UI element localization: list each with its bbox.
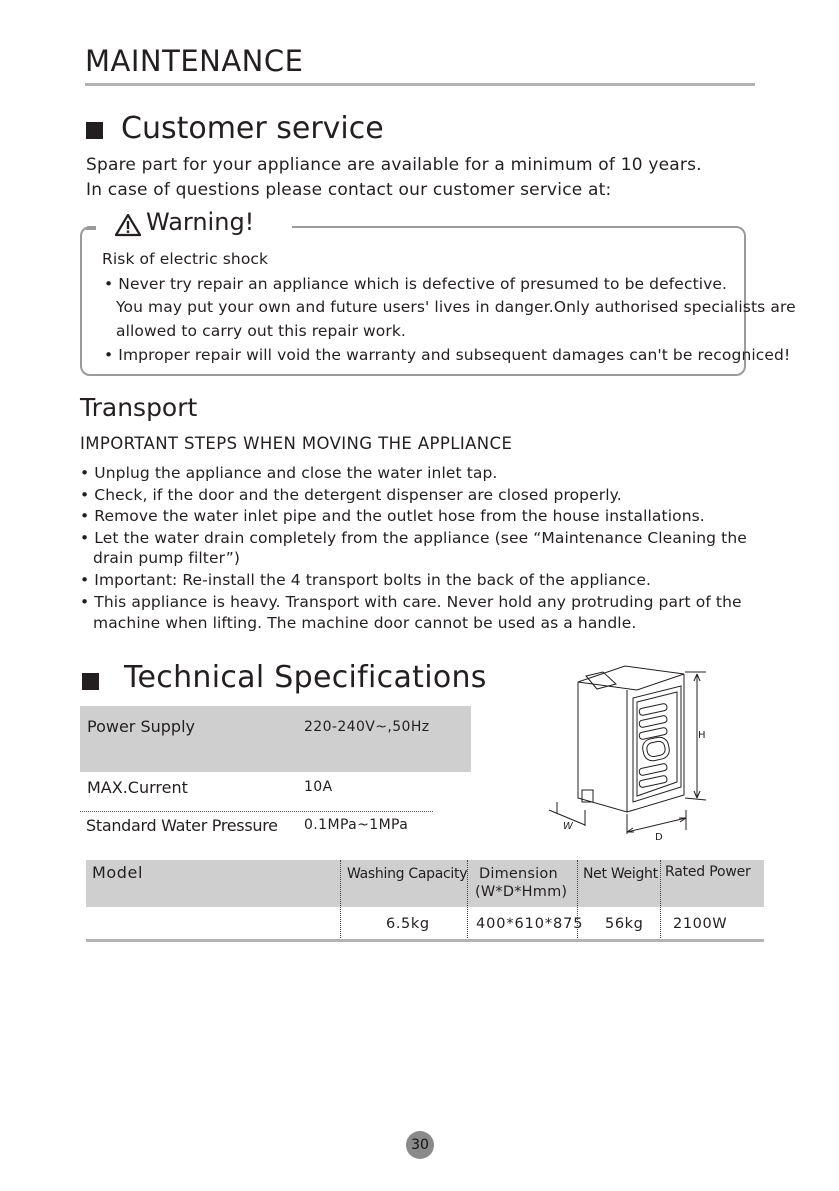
spec-value: 10A xyxy=(304,779,333,795)
transport-step: • Unplug the appliance and close the water inlet tap. xyxy=(80,464,498,482)
width-label: W xyxy=(563,821,573,832)
transport-step: • Check, if the door and the detergent dispenser are closed properly. xyxy=(80,486,622,504)
table-header-model: Model xyxy=(92,863,144,882)
transport-step: • Remove the water inlet pipe and the outlet hose from the house installations. xyxy=(80,507,705,525)
depth-label: D xyxy=(655,832,663,843)
table-header-dimension: Dimension xyxy=(479,866,558,882)
square-bullet-icon xyxy=(86,122,103,139)
table-cell-capacity: 6.5kg xyxy=(386,916,430,932)
warning-triangle-icon xyxy=(114,213,142,237)
table-cell-dimension: 400*610*875 xyxy=(476,916,584,932)
spec-value: 220-240V~,50Hz xyxy=(304,719,430,735)
spec-divider xyxy=(80,811,433,812)
customer-service-title: Customer service xyxy=(121,111,384,146)
table-cell-rated-power: 2100W xyxy=(673,916,728,932)
warning-line: • Improper repair will void the warranty and subsequent damages can't be recogniced! xyxy=(104,346,791,364)
table-cell-net-weight: 56kg xyxy=(605,916,644,932)
transport-step: machine when lifting. The machine door cannot be used as a handle. xyxy=(93,614,637,632)
spec-value: 0.1MPa~1MPa xyxy=(304,817,409,833)
spec-label: MAX.Current xyxy=(87,778,188,797)
square-bullet-icon xyxy=(82,673,99,690)
table-header-net-weight: Net Weight xyxy=(583,866,658,882)
spec-label: Power Supply xyxy=(87,717,195,736)
warning-subtitle: Risk of electric shock xyxy=(102,250,269,268)
title-divider xyxy=(85,83,755,86)
warning-title: Warning! xyxy=(146,208,255,236)
table-header-rated-power: Rated Power xyxy=(665,864,751,880)
transport-step: • Let the water drain completely from the appliance (see “Maintenance Cleaning the xyxy=(80,529,747,547)
table-bottom-rule xyxy=(86,939,764,942)
warning-line: You may put your own and future users' lives in danger.Only authorised specialists are xyxy=(116,298,796,316)
warning-line: allowed to carry out this repair work. xyxy=(116,322,406,340)
technical-specifications-title: Technical Specifications xyxy=(124,660,487,695)
transport-step: drain pump filter”) xyxy=(93,549,240,567)
customer-service-line: In case of questions please contact our customer service at: xyxy=(86,180,612,200)
transport-heading: Transport xyxy=(80,393,198,422)
spec-highlight-band xyxy=(80,706,471,772)
page-title: MAINTENANCE xyxy=(85,44,304,78)
table-header-dimension-units: (W*D*Hmm) xyxy=(475,884,568,900)
transport-step: • Important: Re-install the 4 transport bolts in the back of the appliance. xyxy=(80,571,652,589)
warning-line: • Never try repair an appliance which is defective of presumed to be defective. xyxy=(104,275,728,293)
customer-service-line: Spare part for your appliance are available for a minimum of 10 years. xyxy=(86,155,702,175)
transport-subheading: IMPORTANT STEPS WHEN MOVING THE APPLIANCE xyxy=(80,434,513,453)
transport-step: • This appliance is heavy. Transport with care. Never hold any protruding part of the xyxy=(80,593,742,611)
table-header-capacity: Washing Capacity xyxy=(347,866,468,882)
page-number-badge: 30 xyxy=(406,1131,434,1159)
spec-label: Standard Water Pressure xyxy=(86,816,278,835)
height-label: H xyxy=(698,730,706,741)
